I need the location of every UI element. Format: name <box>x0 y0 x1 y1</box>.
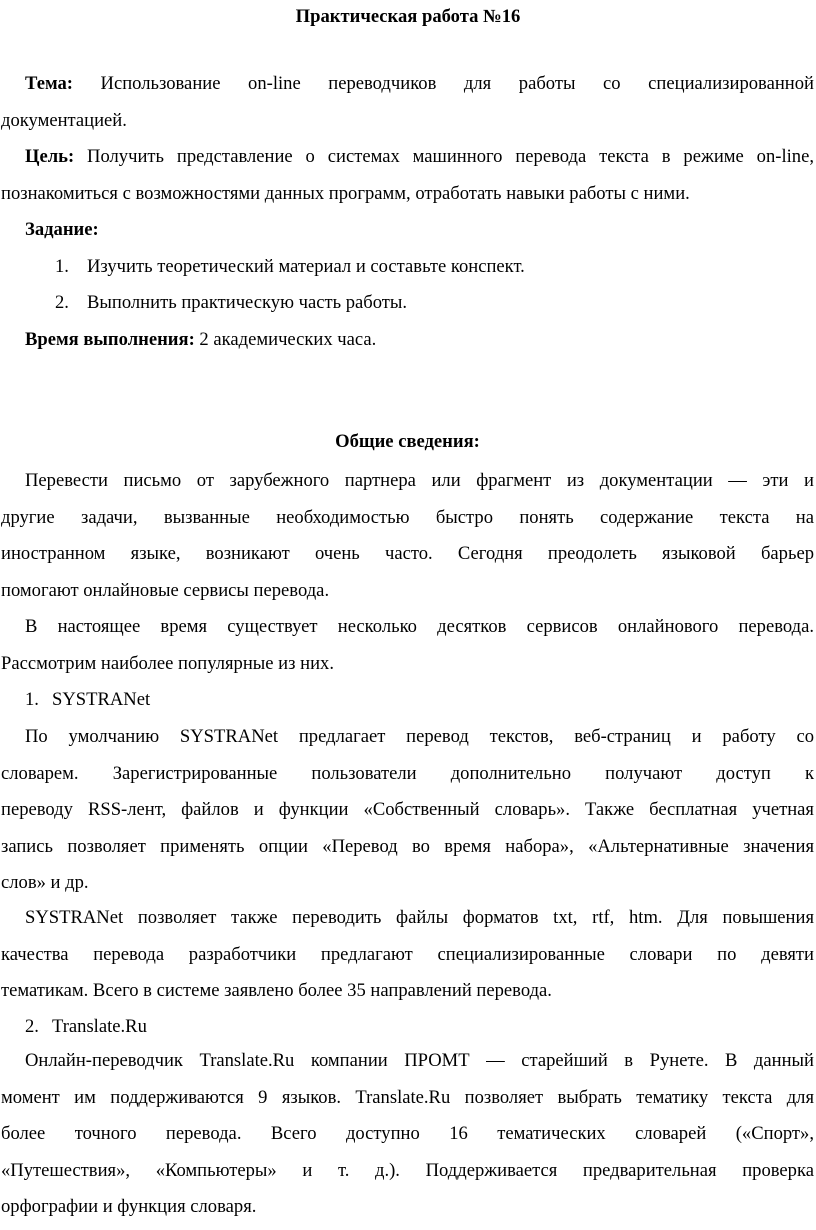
goal-label: Цель: <box>25 146 75 167</box>
para-line: SYSTRANet позволяет также переводить файлы форматов txt, rtf, htm. Для повышения <box>25 907 814 928</box>
para-line: качества перевода разработчики предлагают специализированные словари по девяти <box>1 943 814 965</box>
task-label <box>1 212 814 249</box>
para-line: В настоящее время существует несколько десятков сервисов онлайнового перевода. <box>25 616 814 637</box>
goal-line-2: познакомиться с возможностями данных программ, отработать навыки работы с ними. <box>1 182 690 204</box>
goal-block <box>1 139 814 212</box>
para-line: тематикам. Всего в системе заявлено более 35 направлений перевода. <box>1 980 552 1001</box>
task-number: 1. <box>55 255 69 277</box>
paragraph-5 <box>1 1043 814 1226</box>
item-2-heading <box>1 1009 814 1046</box>
item-2-title: Translate.Ru <box>52 1016 147 1037</box>
para-line: слов» и др. <box>1 872 89 893</box>
task-label-text: Задание: <box>25 219 99 240</box>
para-line: орфографии и функция словаря. <box>1 1196 257 1217</box>
task-text: Изучить теоретический материал и составьте конспект. <box>87 255 525 277</box>
para-line: словарем. Зарегистрированные пользователи дополнительно получают доступ к <box>1 762 814 784</box>
general-heading: Общие сведения: <box>335 431 480 452</box>
item-1-heading <box>1 682 814 719</box>
topic-line-1 <box>1 66 814 103</box>
paragraph-1 <box>1 463 814 609</box>
para-line: запись позволяет применять опции «Перевод во время набора», «Альтернативные значения <box>1 835 814 857</box>
paragraph-4 <box>1 900 814 1010</box>
para-line: «Путешествия», «Компьютеры» и т. д.). Поддерживается предварительная проверка <box>1 1159 814 1181</box>
para-line: Перевести письмо от зарубежного партнера или фрагмент из документации — эти и <box>25 470 814 491</box>
item-1-title: SYSTRANet <box>52 689 151 710</box>
list-item <box>1 285 814 322</box>
time-line <box>1 322 814 359</box>
task-list <box>1 249 814 322</box>
para-line: переводу RSS-лент, файлов и функции «Собственный словарь». Также бесплатная учетная <box>1 799 814 820</box>
list-item <box>1 249 814 286</box>
para-line: момент им поддерживаются 9 языков. Translate.Ru позволяет выбрать тематику текста для <box>1 1086 814 1108</box>
task-number: 2. <box>55 292 69 313</box>
topic-line-2: документацией. <box>1 109 127 131</box>
topic-text-1: Использование on-line переводчиков для работы со специализированной <box>72 73 814 94</box>
para-line: другие задачи, вызванные необходимостью быстро понять содержание текста на <box>1 506 814 528</box>
time-label: Время выполнения: <box>25 328 195 350</box>
goal-text-1: Получить представление о системах машинного перевода текста в режиме on-line, <box>74 146 814 167</box>
paragraph-2 <box>1 609 814 682</box>
para-line: иностранном языке, возникают очень часто. Сегодня преодолеть языковой барьер <box>1 543 814 564</box>
goal-line-1 <box>1 139 814 176</box>
para-line: Рассмотрим наиболее популярные из них. <box>1 652 334 674</box>
task-text: Выполнить практическую часть работы. <box>87 292 408 313</box>
task-block <box>1 212 814 358</box>
paragraph-3 <box>1 719 814 902</box>
para-line: помогают онлайновые сервисы перевода. <box>1 579 330 601</box>
topic-label: Тема: <box>25 73 73 94</box>
time-text: 2 академических часа. <box>194 328 377 350</box>
para-line: более точного перевода. Всего доступно 16 тематических словарей («Спорт», <box>1 1123 814 1144</box>
document-title: Практическая работа №16 <box>295 6 521 27</box>
topic-block <box>1 66 814 139</box>
item-1-number: 1. <box>25 689 39 710</box>
para-line: По умолчанию SYSTRANet предлагает перевод текстов, веб-страниц и работу со <box>25 726 814 747</box>
para-line: Онлайн-переводчик Translate.Ru компании ПРОМТ — старейший в Рунете. В данный <box>25 1050 814 1071</box>
item-2-number: 2. <box>25 1016 39 1037</box>
